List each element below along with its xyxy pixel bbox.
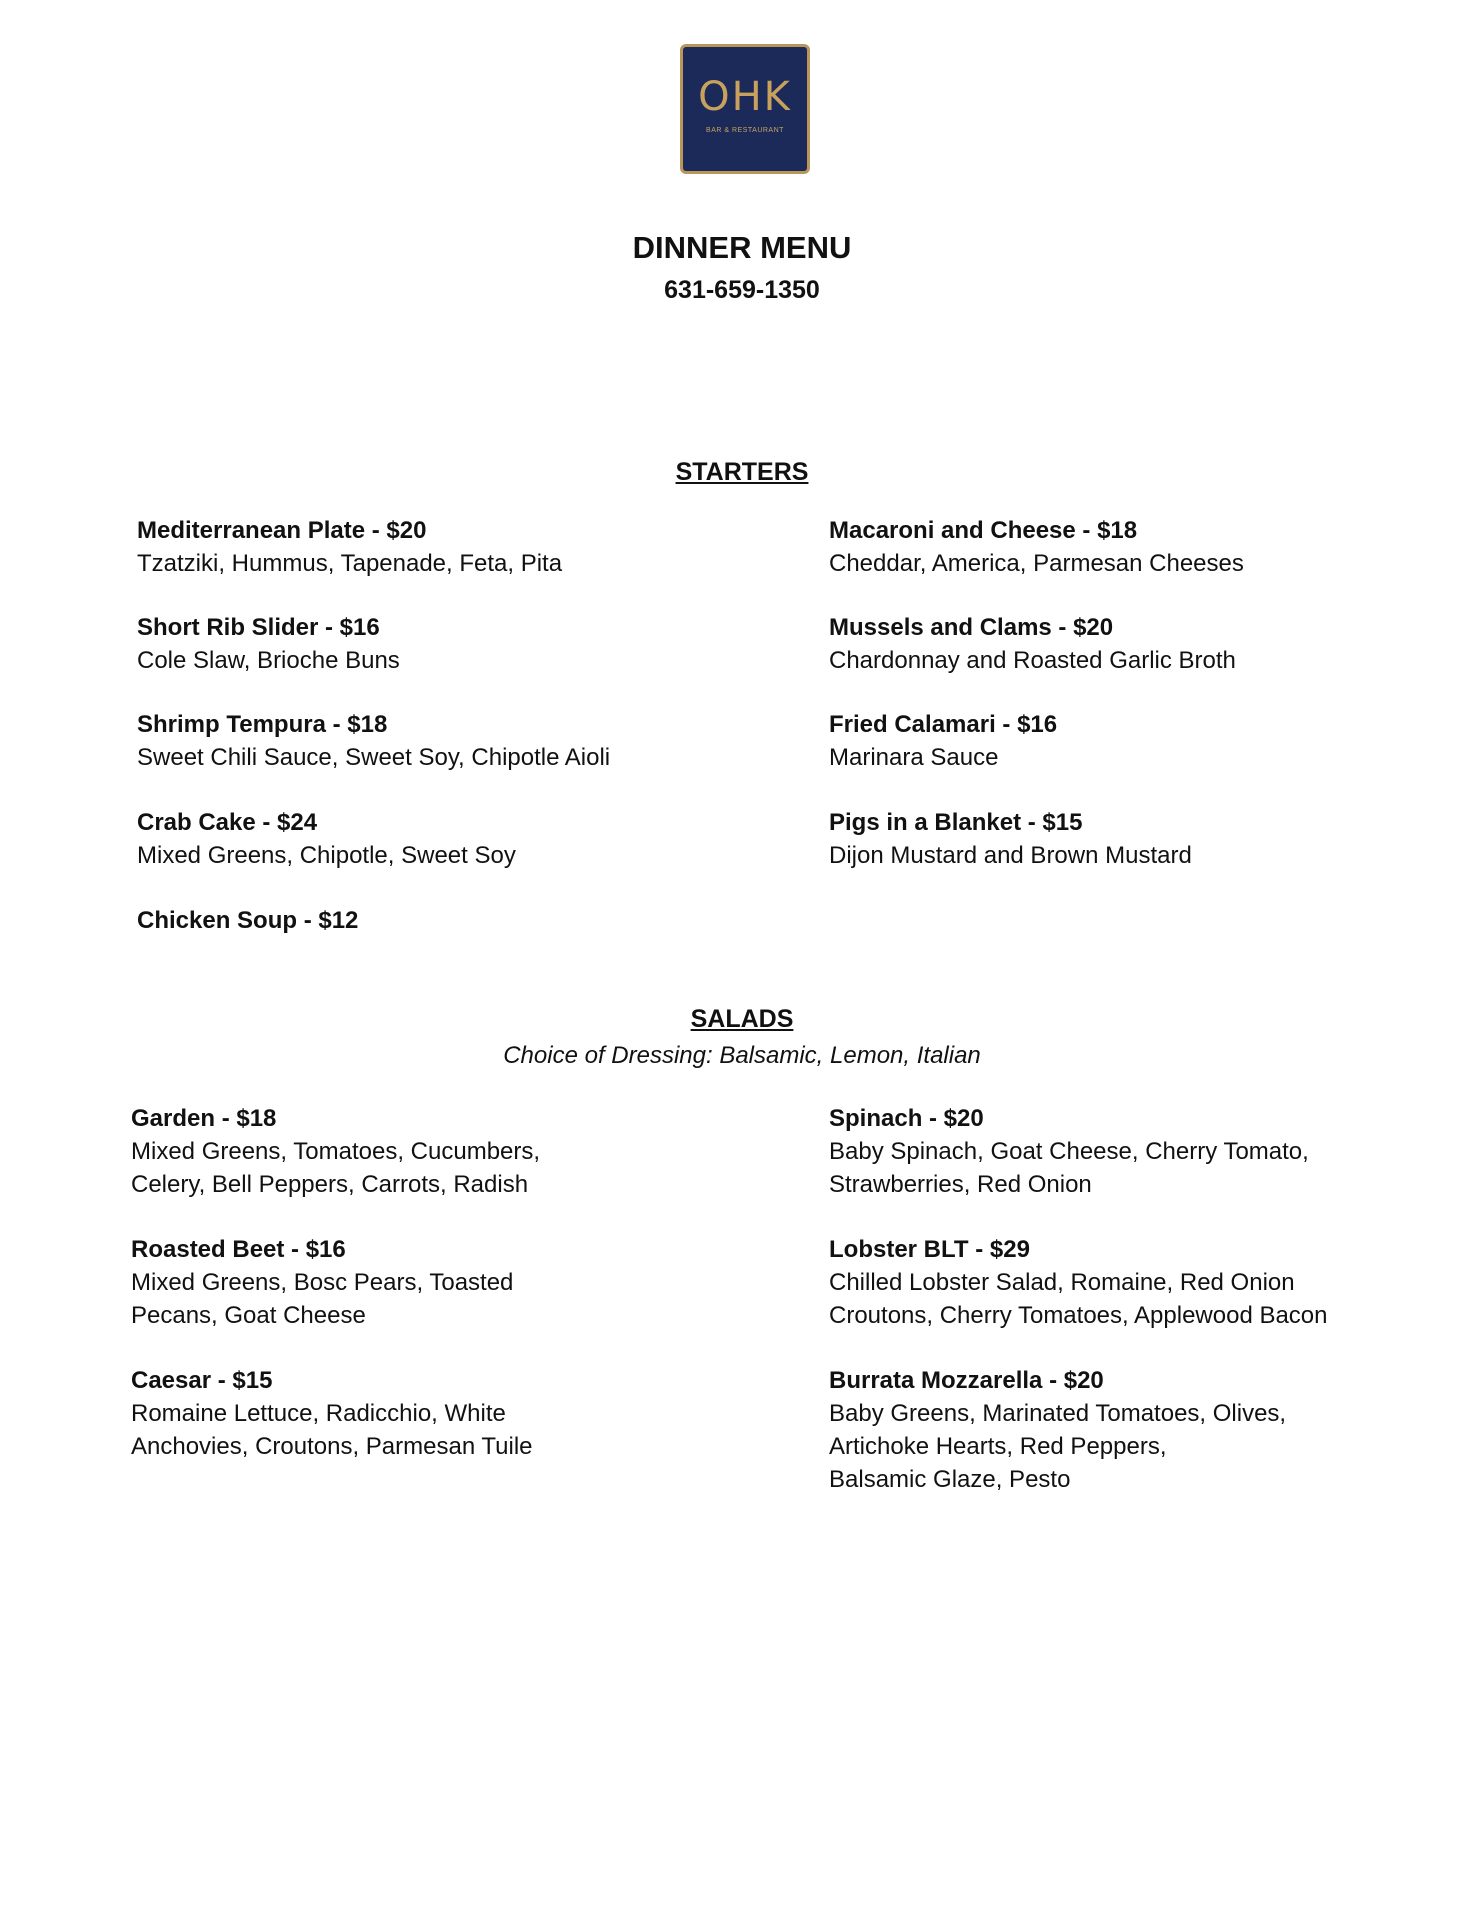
menu-item <box>137 708 610 774</box>
logo-subtitle: BAR & RESTAURANT <box>706 127 784 134</box>
dressing-note: Choice of Dressing: Balsamic, Lemon, Italian <box>503 1042 981 1069</box>
item-description: Sweet Chili Sauce, Sweet Soy, Chipotle Aioli <box>137 744 611 771</box>
item-description: Baby Spinach, Goat Cheese, Cherry Tomato, Strawberries, Red Onion <box>829 1138 1309 1198</box>
menu-item <box>829 514 1244 580</box>
item-name: Mussels and Clams - $20 <box>829 614 1114 641</box>
item-name: Spinach - $20 <box>829 1105 984 1132</box>
item-description: Tzatziki, Hummus, Tapenade, Feta, Pita <box>137 550 563 577</box>
menu-item <box>131 1233 513 1332</box>
phone-number: 631-659-1350 <box>664 276 820 304</box>
menu-item <box>137 514 562 580</box>
item-name: Crab Cake - $24 <box>137 809 318 836</box>
item-description: Chardonnay and Roasted Garlic Broth <box>829 647 1236 674</box>
menu-item <box>829 806 1192 872</box>
item-name: Macaroni and Cheese - $18 <box>829 517 1138 544</box>
menu-item <box>829 611 1236 677</box>
item-description: Marinara Sauce <box>829 744 999 771</box>
menu-item <box>131 1102 540 1201</box>
item-name: Caesar - $15 <box>131 1367 273 1394</box>
item-name: Fried Calamari - $16 <box>829 711 1058 738</box>
salads-heading <box>0 1005 1484 1034</box>
item-name: Lobster BLT - $29 <box>829 1236 1030 1263</box>
item-name: Mediterranean Plate - $20 <box>137 517 427 544</box>
menu-item <box>829 708 1057 774</box>
item-description: Baby Greens, Marinated Tomatoes, Olives, Artichoke Hearts, Red Peppers, Balsamic Glaze, Pesto <box>829 1400 1287 1493</box>
item-name: Garden - $18 <box>131 1105 277 1132</box>
item-description: Cole Slaw, Brioche Buns <box>137 647 400 674</box>
logo-mark: OHK <box>698 74 792 120</box>
item-name: Shrimp Tempura - $18 <box>137 711 388 738</box>
item-name: Roasted Beet - $16 <box>131 1236 346 1263</box>
menu-item <box>137 806 516 872</box>
item-description: Chilled Lobster Salad, Romaine, Red Onion Croutons, Cherry Tomatoes, Applewood Bacon <box>829 1269 1328 1329</box>
menu-item <box>131 1364 533 1463</box>
item-description: Mixed Greens, Tomatoes, Cucumbers, Celery, Bell Peppers, Carrots, Radish <box>131 1138 541 1198</box>
menu-item <box>137 611 400 677</box>
menu-item <box>829 1102 1309 1201</box>
item-name: Short Rib Slider - $16 <box>137 614 380 641</box>
item-description: Cheddar, America, Parmesan Cheeses <box>829 550 1244 577</box>
item-name: Burrata Mozzarella - $20 <box>829 1367 1104 1394</box>
item-description: Mixed Greens, Chipotle, Sweet Soy <box>137 842 516 869</box>
salads-heading-text: SALADS <box>690 1005 794 1033</box>
starters-heading <box>0 458 1484 487</box>
restaurant-logo <box>680 44 810 174</box>
starters-heading-text: STARTERS <box>675 458 809 486</box>
item-description: Dijon Mustard and Brown Mustard <box>829 842 1192 869</box>
menu-item <box>829 1364 1286 1496</box>
item-description: Romaine Lettuce, Radicchio, White Anchovies, Croutons, Parmesan Tuile <box>131 1400 533 1460</box>
menu-item <box>137 904 358 937</box>
page-title: DINNER MENU <box>632 230 852 265</box>
menu-item <box>829 1233 1328 1332</box>
item-name: Chicken Soup - $12 <box>137 907 359 934</box>
item-description: Mixed Greens, Bosc Pears, Toasted Pecans, Goat Cheese <box>131 1269 514 1329</box>
item-name: Pigs in a Blanket - $15 <box>829 809 1083 836</box>
